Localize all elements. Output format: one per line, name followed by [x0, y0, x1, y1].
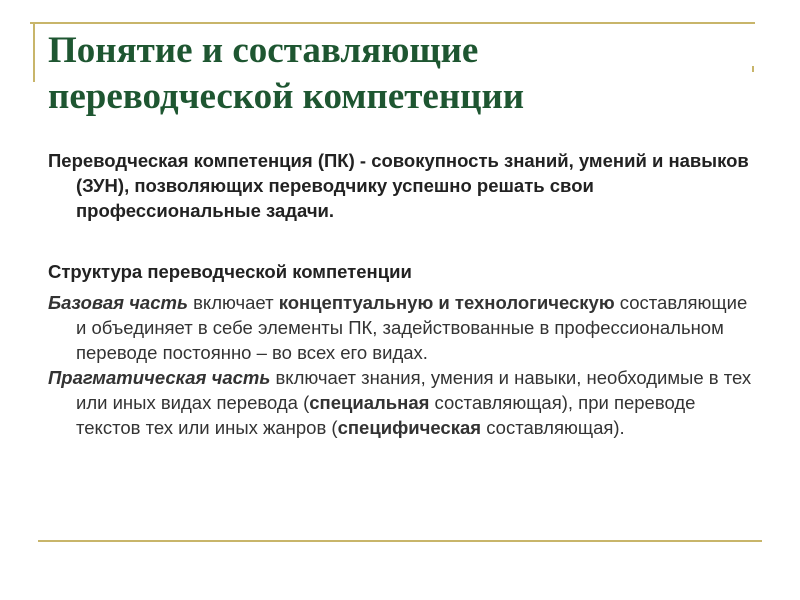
- top-border-line: [30, 22, 755, 24]
- pragmatic-part-text-1: включает знания, умения и навыки, необходимые в тех или иных видах перевода (: [76, 367, 752, 413]
- structure-heading: Структура переводческой компетенции: [48, 261, 412, 282]
- right-border-mark: [752, 66, 754, 72]
- pragmatic-part-text-2: составляющая), при переводе текстов тех или иных жанров (: [76, 392, 696, 438]
- definition-paragraph: Переводческая компетенция (ПК) - совокупность знаний, умений и навыков (ЗУН), позволяющих переводчику успешно решать свои профессиональные задачи.: [48, 150, 749, 221]
- pragmatic-part-bold-1: специальная: [309, 392, 430, 413]
- title-line-2: переводческой компетенции: [48, 76, 525, 117]
- base-part-term: Базовая часть: [48, 292, 188, 313]
- pragmatic-part-term: Прагматическая часть: [48, 367, 271, 388]
- pragmatic-part-paragraph: [48, 365, 760, 440]
- pragmatic-part-bold-2: специфическая: [337, 417, 482, 438]
- slide-body: [48, 148, 760, 440]
- bottom-border-line: [38, 540, 762, 542]
- title-line-1: Понятие и составляющие: [48, 30, 479, 71]
- base-part-text-2: составляющие и объединяет в себе элементы ПК, задействованные в профессиональном переводе постоянно – во всех его видах.: [76, 292, 748, 363]
- base-part-bold-1: концептуальную и технологическую: [278, 292, 615, 313]
- pragmatic-part-text-3: составляющая).: [481, 417, 625, 438]
- base-part-text-1: включает: [187, 292, 279, 313]
- base-part-paragraph: [48, 290, 760, 365]
- slide-title: [48, 28, 748, 120]
- left-border-line: [33, 22, 35, 82]
